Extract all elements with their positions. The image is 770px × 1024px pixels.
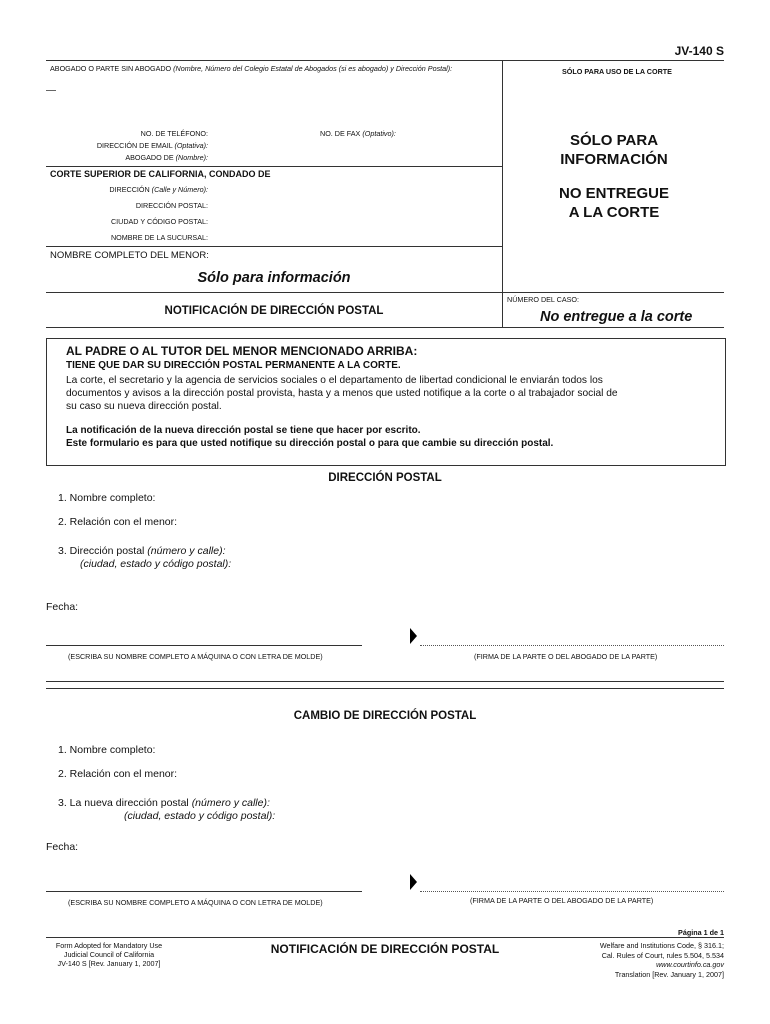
court-top-border [46, 166, 502, 167]
attorney-field-mark[interactable] [46, 90, 56, 91]
email-label: DIRECCIÓN DE EMAIL [96, 141, 173, 150]
section1-item1: 1. Nombre completo: [58, 492, 156, 504]
fax-label: NO. DE FAX [320, 129, 361, 138]
info-stamp-line1: SÓLO PARA [569, 132, 659, 149]
section2-signature-arrow-icon [410, 874, 417, 890]
footer-ref-line4: Translation [Rev. January 1, 2007] [614, 969, 724, 979]
court-address-label: DIRECCIÓN [109, 185, 150, 194]
footer-title: NOTIFICACIÓN DE DIRECCIÓN POSTAL [270, 942, 500, 956]
section1-signature-arrow-icon [410, 628, 417, 644]
footer-website-link[interactable]: www.courtinfo.ca.gov [656, 960, 724, 969]
info-stamp [503, 131, 725, 169]
section2-item3-street: (número y calle): [191, 797, 270, 809]
section2-signature-caption: (FIRMA DE LA PARTE O DEL ABOGADO DE LA PARTE) [470, 896, 654, 905]
section1-print-name-caption: (ESCRIBA SU NOMBRE COMPLETO A MÁQUINA O CON LETRA DE MOLDE) [68, 652, 323, 661]
attorney-label-line [50, 64, 452, 73]
section2-date-label: Fecha: [46, 841, 79, 853]
notice-bold-line1: La notificación de la nueva dirección postal se tiene que hacer por escrito. [66, 425, 421, 436]
notice-heading: AL PADRE O AL TUTOR DEL MENOR MENCIONADO ARRIBA: [66, 344, 418, 358]
form-id: JV-140 S [674, 44, 724, 58]
attorney-label: ABOGADO O PARTE SIN ABOGADO [50, 64, 172, 73]
attorney-for-label: ABOGADO DE [125, 153, 174, 162]
section-separator-1 [46, 681, 724, 682]
notice-body-line1: La corte, el secretario y la agencia de servicios sociales o el departamento de libertad condicional le enviarán todos los [66, 375, 603, 386]
section1-name-line[interactable] [46, 645, 362, 646]
footer-adopted-line1: Form Adopted for Mandatory Use [55, 941, 163, 950]
notice-subheading: TIENE QUE DAR SU DIRECCIÓN POSTAL PERMANENTE A LA CORTE. [66, 360, 401, 371]
footer-adopted-line2: Judicial Council of California [63, 950, 155, 959]
section1-title: DIRECCIÓN POSTAL [328, 472, 442, 484]
section2-signature-line[interactable] [420, 891, 724, 892]
court-address-line [60, 185, 208, 194]
section2-item2: 2. Relación con el menor: [58, 768, 178, 780]
no-deliver-stamp [503, 184, 725, 222]
court-city-label: CIUDAD Y CÓDIGO POSTAL: [110, 217, 208, 226]
section1-item3-city: (ciudad, estado y código postal): [80, 558, 232, 570]
section1-signature-caption: (FIRMA DE LA PARTE O DEL ABOGADO DE LA PARTE) [474, 652, 658, 661]
section2-item3-city: (ciudad, estado y código postal): [124, 810, 276, 822]
court-branch-label: NOMBRE DE LA SUCURSAL: [110, 233, 208, 242]
email-optional: (Optativa): [174, 141, 208, 150]
no-deliver-line1: NO ENTREGUE [558, 185, 669, 202]
attorney-for-line [60, 153, 208, 162]
header-top-border [46, 60, 724, 61]
section1-signature-line[interactable] [420, 645, 724, 646]
case-bottom-border [46, 327, 724, 328]
section1-date-label: Fecha: [46, 601, 79, 613]
form-title: NOTIFICACIÓN DE DIRECCIÓN POSTAL [164, 305, 384, 317]
section2-print-name-caption: (ESCRIBA SU NOMBRE COMPLETO A MÁQUINA O CON LETRA DE MOLDE) [68, 898, 323, 907]
case-number-label: NÚMERO DEL CASO: [507, 295, 580, 304]
section1-item3 [58, 545, 226, 557]
court-address-note: (Calle y Número): [151, 185, 208, 194]
section1-item2: 2. Relación con el menor: [58, 516, 178, 528]
section1-item3-label: 3. Dirección postal [58, 545, 145, 557]
section2-item1: 1. Nombre completo: [58, 744, 156, 756]
case-top-border [46, 292, 724, 293]
attorney-for-name: (Nombre): [175, 153, 208, 162]
section2-item3-label: 3. La nueva dirección postal [58, 797, 189, 809]
footer-top-border [46, 937, 724, 938]
fax-optional: (Optativo): [362, 129, 396, 138]
attorney-note: (Nombre, Número del Colegio Estatal de Abogados (si es abogado) y Dirección Postal): [173, 64, 453, 73]
section2-name-line[interactable] [46, 891, 362, 892]
info-stamp-line2: INFORMACIÓN [560, 151, 668, 168]
footer-ref-line1: Welfare and Institutions Code, § 316.1; [599, 941, 724, 950]
minor-top-border [46, 246, 502, 247]
section2-title: CAMBIO DE DIRECCIÓN POSTAL [293, 710, 477, 722]
footer-ref-line2: Cal. Rules of Court, rules 5.504, 5.534 [601, 950, 724, 960]
notice-bold-line2: Este formulario es para que usted notifique su dirección postal o para que cambie su dirección postal. [66, 438, 554, 449]
minor-name-label: NOMBRE COMPLETO DEL MENOR: [50, 250, 209, 261]
court-use-label: SÓLO PARA USO DE LA CORTE [562, 67, 672, 76]
page-number: Página 1 de 1 [678, 928, 724, 937]
phone-label: NO. DE TELÉFONO: [140, 129, 208, 138]
footer-adopted [46, 941, 172, 968]
section2-item3 [58, 797, 270, 809]
no-deliver-line2: A LA CORTE [568, 204, 660, 221]
footer-adopted-line3: JV-140 S [Rev. January 1, 2007] [57, 959, 161, 968]
notice-body-line3: su caso su nueva dirección postal. [66, 401, 222, 412]
footer-references [600, 941, 724, 979]
notice-body-line2: documentos y avisos a la dirección postal provista, hasta y a menos que usted notifique a la corte o al trabajador social de [66, 388, 618, 399]
minor-info-stamp: Sólo para información [197, 270, 351, 286]
section-separator-2 [46, 688, 724, 689]
section1-item3-street: (número y calle): [147, 545, 226, 557]
court-mailing-label: DIRECCIÓN POSTAL: [135, 201, 208, 210]
case-no-deliver-stamp: No entregue a la corte [540, 309, 693, 325]
notice-bold [66, 424, 553, 450]
court-title: CORTE SUPERIOR DE CALIFORNIA, CONDADO DE [50, 169, 271, 179]
email-label-line [60, 141, 208, 150]
notice-body [66, 374, 618, 413]
fax-label-line [320, 129, 396, 138]
